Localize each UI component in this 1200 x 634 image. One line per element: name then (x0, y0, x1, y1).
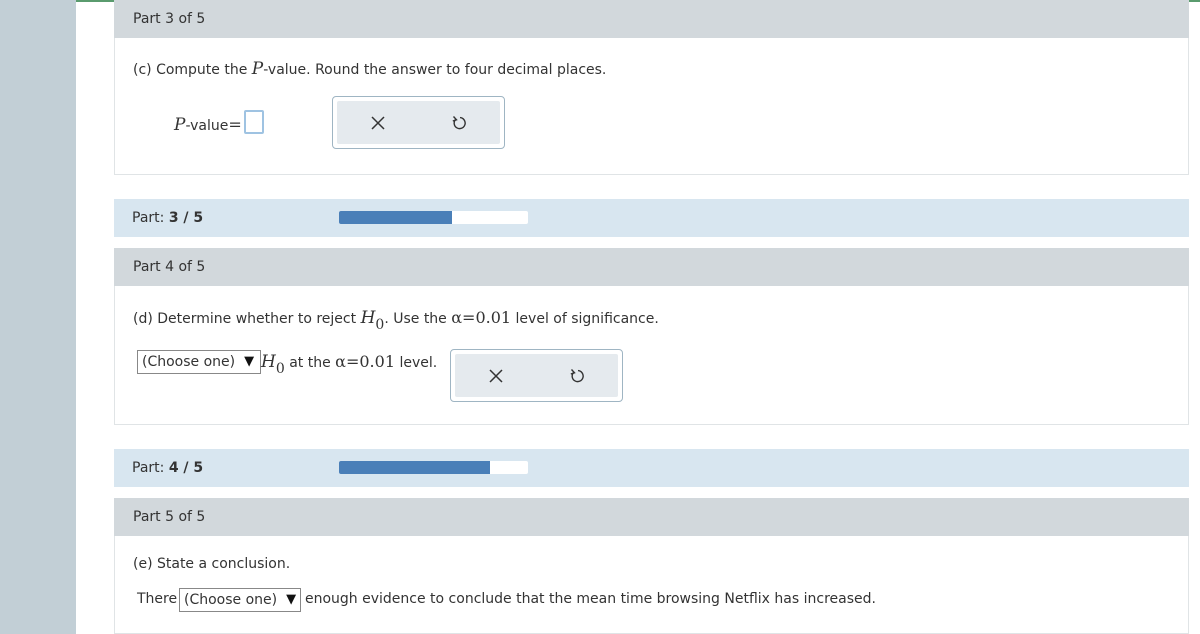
part3-card (114, 38, 1189, 175)
dropdown-arrow-icon: ▼ (286, 592, 297, 607)
part4-progress-row: Part: 4 / 5 (114, 449, 1189, 487)
part3-question: (c) Compute the P-value. Round the answer to four decimal places. (133, 59, 607, 79)
progress3-value: 3 / 5 (168, 210, 204, 226)
part3-answer-toolbar (332, 96, 505, 149)
part5-header: Part 5 of 5 (114, 498, 1189, 536)
part3-header: Part 3 of 5 (114, 0, 1189, 38)
undo-button[interactable] (447, 111, 471, 135)
clear-button[interactable] (366, 111, 390, 135)
x-icon (371, 116, 385, 130)
reject-select[interactable]: (Choose one) ▼ (137, 350, 261, 374)
progress4-fill (339, 461, 490, 474)
part4-header: Part 4 of 5 (114, 248, 1189, 286)
conclusion-select[interactable]: (Choose one) ▼ (179, 588, 301, 612)
part5-post-text: enough evidence to conclude that the mean time browsing Netflix has increased. (305, 591, 876, 607)
part4-answer-toolbar (450, 349, 623, 402)
pvalue-input[interactable] (244, 110, 264, 134)
part4-card (114, 286, 1189, 425)
dropdown-arrow-icon: ▼ (244, 354, 255, 369)
undo-icon (451, 115, 467, 131)
x-icon (489, 369, 503, 383)
progress3-fill (339, 211, 452, 224)
part5-pre-text: There (137, 591, 178, 607)
progress4-track (339, 461, 528, 474)
undo-button[interactable] (565, 364, 589, 388)
progress3-track (339, 211, 528, 224)
part5-card (114, 536, 1189, 634)
pvalue-label: P-value= (174, 115, 242, 135)
clear-button[interactable] (484, 364, 508, 388)
left-sidebar (0, 0, 76, 634)
part5-question: (e) State a conclusion. (133, 556, 291, 572)
part3-progress-row: Part: 3 / 5 (114, 199, 1189, 237)
part4-answer-text: H0 at the α=0.01 level. (261, 352, 438, 377)
undo-icon (569, 368, 585, 384)
part4-question: (d) Determine whether to reject H0. Use the α=0.01 level of significance. (133, 308, 659, 333)
progress4-value: 4 / 5 (168, 460, 204, 476)
